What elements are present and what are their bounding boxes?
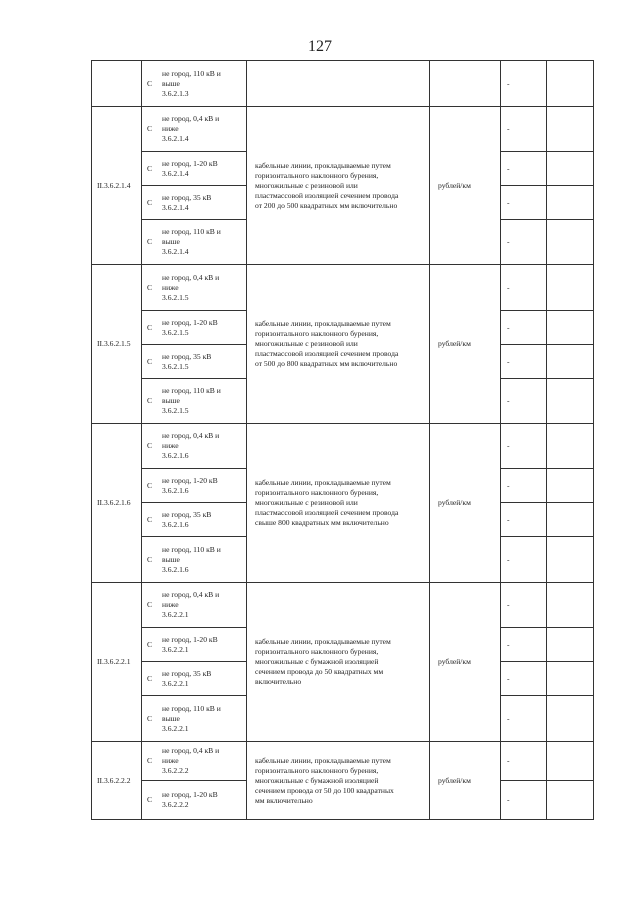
subcategory-line: не город, 110 кВ и <box>162 386 221 395</box>
subcategory-line: 3.6.2.1.6 <box>162 485 189 495</box>
subcategory-cell <box>142 379 247 424</box>
subcategory-line: 3.6.2.1.6 <box>162 564 189 574</box>
empty-cell <box>547 662 594 696</box>
subcategory-cell <box>142 220 247 265</box>
subcategory-cell <box>142 61 247 107</box>
subcategory-text <box>162 545 246 575</box>
value-cell: - <box>501 379 547 424</box>
subcategory-text <box>162 590 246 620</box>
subcategory-line: не город, 0,4 кВ и <box>162 590 220 599</box>
code-cell <box>92 61 142 107</box>
description-cell <box>247 107 430 265</box>
subcategory-line: 3.6.2.2.2 <box>162 766 189 775</box>
subcategory-text <box>162 746 246 776</box>
description-line: свыше 800 квадратных мм включительно <box>255 518 389 527</box>
description-line: кабельные линии, прокладываемые путем <box>255 755 391 765</box>
table-row <box>92 742 594 781</box>
description-line: многожильные с бумажной изоляцией <box>255 775 379 785</box>
subcategory-line: 3.6.2.2.1 <box>162 678 189 688</box>
subcategory-line: не город, 0,4 кВ и <box>162 272 220 282</box>
description-line: кабельные линии, прокладываемые путем <box>255 637 391 646</box>
description-line: от 500 до 800 квадратных мм включительно <box>255 359 398 368</box>
subcategory-cell <box>142 537 247 583</box>
value-cell: - <box>501 152 547 186</box>
subcategory-cell <box>142 186 247 220</box>
tariff-table <box>91 60 594 820</box>
category-letter: С <box>147 197 153 207</box>
empty-cell <box>547 781 594 820</box>
unit-cell: рублей/км <box>430 742 501 820</box>
subcategory-text <box>162 704 246 734</box>
value-cell: - <box>501 311 547 345</box>
subcategory-line: ниже <box>162 756 179 765</box>
value-cell: - <box>501 186 547 220</box>
subcategory-line: не город, 35 кВ <box>162 192 212 202</box>
subcategory-line: выше <box>162 78 180 88</box>
subcategory-line: не город, 35 кВ <box>162 351 212 361</box>
category-letter: С <box>147 756 153 765</box>
subcategory-cell <box>142 152 247 186</box>
subcategory-line: не город, 35 кВ <box>162 509 212 519</box>
subcategory-line: 3.6.2.2.2 <box>162 800 189 809</box>
subcategory-line: не город, 110 кВ и <box>162 68 221 78</box>
subcategory-cell <box>142 345 247 379</box>
value-cell: - <box>501 469 547 503</box>
description-cell <box>247 742 430 820</box>
subcategory-text <box>162 352 246 372</box>
empty-cell <box>547 379 594 424</box>
empty-cell <box>547 583 594 628</box>
subcategory-text <box>162 476 246 496</box>
code-cell: II.3.6.2.2.1 <box>92 583 142 742</box>
empty-cell <box>547 265 594 311</box>
subcategory-cell <box>142 265 247 311</box>
value-cell: - <box>501 742 547 781</box>
description-line: многожильные с резиновой или <box>255 498 358 507</box>
value-cell: - <box>501 345 547 379</box>
description-line: горизонтального наклонного бурения, <box>255 488 379 497</box>
subcategory-cell <box>142 696 247 742</box>
subcategory-line: не город, 1-20 кВ <box>162 790 218 799</box>
subcategory-line: 3.6.2.1.5 <box>162 406 189 415</box>
description-line: многожильные с резиновой или <box>255 180 358 190</box>
description-line: мм включительно <box>255 795 313 805</box>
subcategory-cell <box>142 628 247 662</box>
subcategory-line: 3.6.2.2.1 <box>162 723 189 733</box>
category-letter: С <box>147 237 153 246</box>
description-line: горизонтального наклонного бурения, <box>255 170 379 180</box>
category-letter: С <box>147 514 153 524</box>
subcategory-text <box>162 114 246 144</box>
empty-cell <box>547 424 594 469</box>
description-line: кабельные линии, прокладываемые путем <box>255 478 391 487</box>
subcategory-text <box>162 790 246 810</box>
value-cell: - <box>501 107 547 152</box>
description-line: многожильные с бумажной изоляцией <box>255 657 379 666</box>
subcategory-line: выше <box>162 396 180 405</box>
subcategory-line: 3.6.2.2.1 <box>162 644 189 654</box>
subcategory-text <box>162 273 246 303</box>
value-cell: - <box>501 537 547 583</box>
subcategory-line: 3.6.2.1.4 <box>162 168 189 178</box>
empty-cell <box>547 152 594 186</box>
category-letter: С <box>147 356 153 366</box>
subcategory-text <box>162 193 246 213</box>
empty-cell <box>547 220 594 265</box>
subcategory-line: не город, 110 кВ и <box>162 544 221 554</box>
empty-cell <box>547 345 594 379</box>
category-letter: С <box>147 795 153 804</box>
subcategory-text <box>162 635 246 655</box>
category-letter: С <box>147 480 153 490</box>
empty-cell <box>547 186 594 220</box>
table-row <box>92 265 594 311</box>
unit-cell: рублей/км <box>430 424 501 583</box>
subcategory-line: не город, 35 кВ <box>162 668 212 678</box>
subcategory-cell <box>142 662 247 696</box>
subcategory-line: 3.6.2.1.5 <box>162 327 189 337</box>
empty-cell <box>547 696 594 742</box>
subcategory-line: не город, 110 кВ и <box>162 703 221 713</box>
category-letter: С <box>147 322 153 332</box>
description-line: кабельные линии, прокладываемые путем <box>255 160 391 170</box>
subcategory-line: 3.6.2.1.4 <box>162 134 189 143</box>
subcategory-cell <box>142 781 247 820</box>
description-line: от 200 до 500 квадратных мм включительно <box>255 200 398 210</box>
description-line: кабельные линии, прокладываемые путем <box>255 319 391 328</box>
category-letter: С <box>147 396 153 405</box>
description-line: горизонтального наклонного бурения, <box>255 329 379 338</box>
category-letter: С <box>147 554 153 564</box>
table-row <box>92 424 594 469</box>
description-line: пластмассовой изоляцией сечением провода <box>255 190 399 200</box>
description-line: включительно <box>255 677 302 686</box>
subcategory-line: ниже <box>162 282 179 292</box>
subcategory-line: 3.6.2.1.5 <box>162 361 189 371</box>
subcategory-text <box>162 669 246 689</box>
empty-cell <box>547 311 594 345</box>
table-row <box>92 61 594 107</box>
subcategory-line: не город, 0,4 кВ и <box>162 746 220 755</box>
description-line: сечением провода до 50 квадратных мм <box>255 667 384 676</box>
code-cell: II.3.6.2.1.4 <box>92 107 142 265</box>
subcategory-line: 3.6.2.1.3 <box>162 88 189 98</box>
category-letter: С <box>147 282 153 292</box>
value-cell: - <box>501 61 547 107</box>
subcategory-line: не город, 1-20 кВ <box>162 634 218 644</box>
category-letter: С <box>147 124 153 133</box>
value-cell: - <box>501 781 547 820</box>
subcategory-line: не город, 0,4 кВ и <box>162 431 220 440</box>
value-cell: - <box>501 696 547 742</box>
description-line: сечением провода от 50 до 100 квадратных <box>255 785 394 795</box>
subcategory-cell <box>142 503 247 537</box>
unit-cell: рублей/км <box>430 107 501 265</box>
value-cell: - <box>501 220 547 265</box>
category-letter: С <box>147 78 153 88</box>
description-line: горизонтального наклонного бурения, <box>255 765 379 775</box>
subcategory-line: 3.6.2.1.6 <box>162 519 189 529</box>
category-letter: С <box>147 441 153 450</box>
category-letter: С <box>147 600 153 609</box>
value-cell: - <box>501 503 547 537</box>
subcategory-text <box>162 510 246 530</box>
code-cell: II.3.6.2.2.2 <box>92 742 142 820</box>
description-line: горизонтального наклонного бурения, <box>255 647 379 656</box>
subcategory-line: не город, 110 кВ и <box>162 227 221 236</box>
subcategory-line: не город, 1-20 кВ <box>162 158 218 168</box>
code-cell: II.3.6.2.1.6 <box>92 424 142 583</box>
table-row <box>92 107 594 152</box>
subcategory-line: выше <box>162 554 180 564</box>
unit-cell: рублей/км <box>430 265 501 424</box>
subcategory-line: ниже <box>162 441 179 450</box>
description-cell <box>247 583 430 742</box>
subcategory-line: 3.6.2.1.4 <box>162 202 189 212</box>
description-cell <box>247 424 430 583</box>
empty-cell <box>547 537 594 583</box>
subcategory-line: выше <box>162 713 180 723</box>
subcategory-line: ниже <box>162 600 179 609</box>
description-cell <box>247 265 430 424</box>
subcategory-line: 3.6.2.1.5 <box>162 292 189 302</box>
category-letter: С <box>147 639 153 649</box>
subcategory-line: не город, 1-20 кВ <box>162 317 218 327</box>
subcategory-line: 3.6.2.1.4 <box>162 247 189 256</box>
subcategory-text <box>162 386 246 416</box>
page-number: 127 <box>308 38 332 55</box>
empty-cell <box>547 107 594 152</box>
subcategory-line: 3.6.2.2.1 <box>162 610 189 619</box>
description-cell <box>247 61 430 107</box>
subcategory-text <box>162 431 246 461</box>
category-letter: С <box>147 163 153 173</box>
subcategory-text <box>162 318 246 338</box>
subcategory-cell <box>142 583 247 628</box>
description-line: пластмассовой изоляцией сечением провода <box>255 349 399 358</box>
subcategory-line: не город, 1-20 кВ <box>162 475 218 485</box>
empty-cell <box>547 628 594 662</box>
value-cell: - <box>501 662 547 696</box>
subcategory-cell <box>142 469 247 503</box>
empty-cell <box>547 742 594 781</box>
subcategory-text <box>162 159 246 179</box>
subcategory-cell <box>142 424 247 469</box>
unit-cell: рублей/км <box>430 583 501 742</box>
subcategory-line: не город, 0,4 кВ и <box>162 114 220 123</box>
subcategory-text <box>162 69 246 99</box>
subcategory-line: выше <box>162 237 180 246</box>
value-cell: - <box>501 424 547 469</box>
empty-cell <box>547 61 594 107</box>
value-cell: - <box>501 583 547 628</box>
unit-cell <box>430 61 501 107</box>
subcategory-cell <box>142 107 247 152</box>
subcategory-line: 3.6.2.1.6 <box>162 451 189 460</box>
table-row <box>92 583 594 628</box>
value-cell: - <box>501 265 547 311</box>
description-line: пластмассовой изоляцией сечением провода <box>255 508 399 517</box>
subcategory-text <box>162 227 246 257</box>
empty-cell <box>547 469 594 503</box>
subcategory-line: ниже <box>162 124 179 133</box>
category-letter: С <box>147 673 153 683</box>
code-cell: II.3.6.2.1.5 <box>92 265 142 424</box>
empty-cell <box>547 503 594 537</box>
subcategory-cell <box>142 742 247 781</box>
value-cell: - <box>501 628 547 662</box>
description-line: многожильные с резиновой или <box>255 339 358 348</box>
category-letter: С <box>147 713 153 723</box>
subcategory-cell <box>142 311 247 345</box>
